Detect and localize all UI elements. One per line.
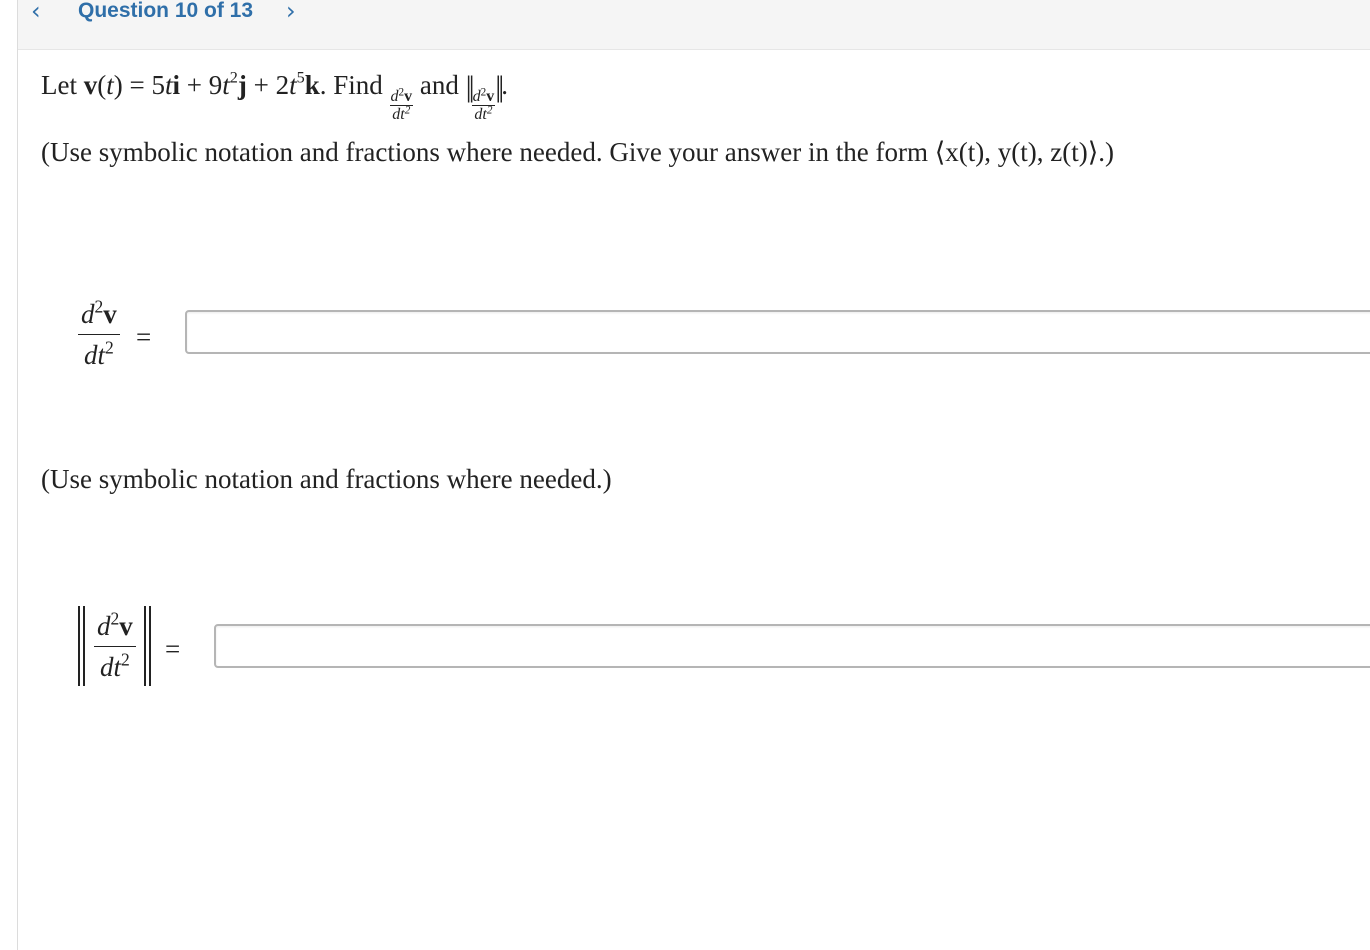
question-counter: Question 10 of 13 [78,0,254,22]
magnitude-answer-input[interactable] [214,624,1370,668]
prompt-text: . Find [319,70,390,100]
prompt-text: + 9 [180,70,223,100]
exponent: 2 [398,86,405,99]
frac-d: d [472,88,481,106]
exponent: 2 [121,649,130,670]
equals-sign: = [136,322,152,352]
frac-v: v [486,88,495,106]
second-derivative-fraction [390,88,414,123]
frac-d: d [390,88,399,106]
frac-d: d [97,611,111,641]
exponent: 2 [480,86,487,99]
question-nav-bar [18,0,1370,50]
instructions-magnitude: (Use symbolic notation and fractions where needed.) [41,464,612,494]
exponent: 2 [105,337,114,358]
frac-v: v [119,611,133,641]
prompt-text: ) = 5 [113,70,165,100]
instructions-vector: (Use symbolic notation and fractions where needed. Give your answer in the form ⟨x(t), y(t), z(t)⟩.) [41,137,1114,167]
norm-bar [78,606,80,686]
variable-t: t [164,70,173,100]
next-question-icon[interactable]: › [286,0,296,25]
variable-t: t [106,70,114,100]
norm-bar [83,606,85,686]
prompt-text: ( [97,70,107,100]
second-derivative-label [78,296,120,370]
variable-t: t [289,70,297,100]
norm-left-bars: || [465,70,472,103]
previous-question-icon[interactable]: ‹ [31,0,41,25]
norm-bar [144,606,146,686]
frac-dt: dt [474,106,487,124]
frac-dt: dt [392,106,405,124]
vector-v: v [83,70,98,100]
frac-dt: dt [99,652,121,682]
prompt-text: Let [41,70,84,100]
prompt-text: + 2 [246,70,290,100]
variable-t: t [222,70,230,100]
magnitude-label [94,608,136,682]
question-prompt [41,70,508,123]
prompt-text: and [413,70,466,100]
exponent: 2 [404,104,411,117]
exponent: 2 [229,68,238,87]
second-derivative-fraction [472,88,496,123]
exponent: 2 [486,104,493,117]
frac-dt: dt [83,340,105,370]
norm-right-bars: || [495,70,502,103]
unit-k: k [304,70,320,100]
equals-sign: = [165,634,181,664]
norm-bar [149,606,151,686]
prompt-text: . [501,70,508,100]
frac-v: v [404,88,413,106]
frac-v: v [103,299,117,329]
question-frame [17,0,1370,950]
exponent: 2 [110,608,120,629]
unit-i: i [172,70,180,100]
exponent: 2 [94,296,104,317]
frac-d: d [81,299,95,329]
unit-j: j [237,70,247,100]
second-derivative-answer-input[interactable] [185,310,1370,354]
exponent: 5 [296,68,305,87]
